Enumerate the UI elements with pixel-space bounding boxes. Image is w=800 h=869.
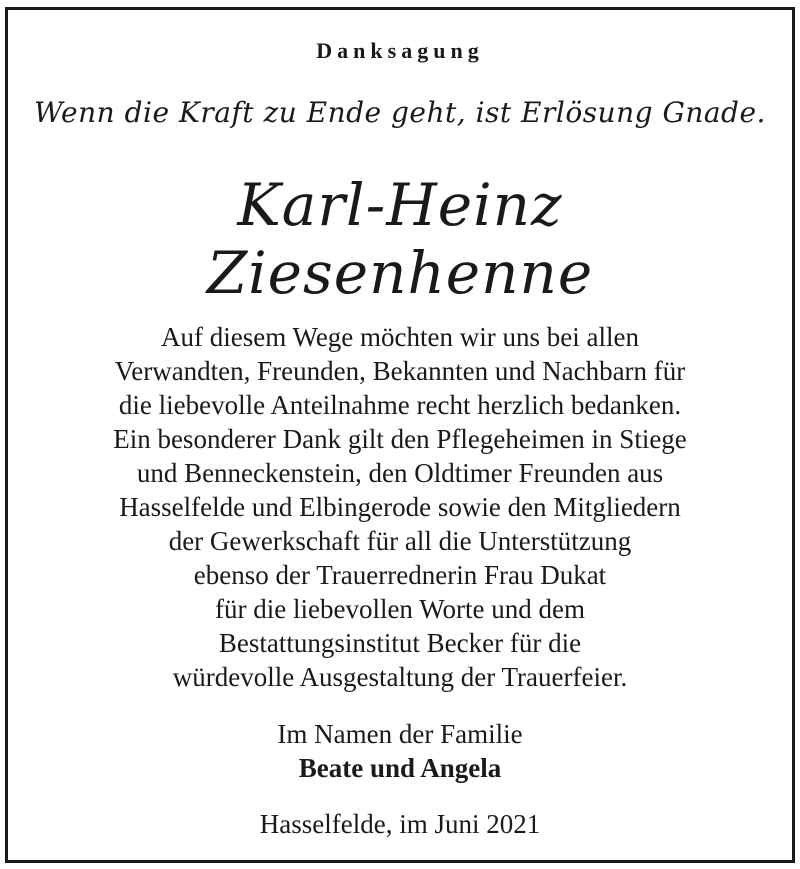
message-line: und Benneckenstein, den Oldtimer Freunden aus (136, 458, 664, 488)
motto-quote: Wenn die Kraft zu Ende geht, ist Erlösung Gnade. (34, 96, 766, 129)
deceased-last-name: Ziesenhenne (206, 239, 594, 307)
message-line: ebenso der Trauerrednerin Frau Dukat (193, 560, 607, 590)
message-line: Auf diesem Wege möchten wir uns bei allen (161, 322, 639, 352)
message-line: Ein besonderer Dank gilt den Pflegeheimen in Stiege (113, 424, 687, 454)
deceased-first-name: Karl-Heinz (237, 171, 563, 239)
message-line: würdevolle Ausgestaltung der Trauerfeier. (172, 662, 628, 692)
obituary-card (5, 7, 795, 863)
message-line: Hasselfelde und Elbingerode sowie den Mitgliedern (119, 492, 681, 522)
message-line: Verwandten, Freunden, Bekannten und Nachbarn für (114, 356, 686, 386)
place-and-date: Hasselfelde, im Juni 2021 (259, 809, 541, 839)
message-line: Bestattungsinstitut Becker für die (218, 628, 582, 658)
notice-heading: Danksagung (316, 38, 484, 63)
message-line: für die liebevollen Worte und dem (215, 594, 585, 624)
thanks-message (8, 320, 792, 694)
message-line: der Gewerkschaft für all die Unterstützung (168, 526, 632, 556)
signature-names: Beate und Angela (298, 753, 502, 783)
message-line: die liebevolle Anteilnahme recht herzlich bedanken. (118, 390, 682, 420)
signature-intro: Im Namen der Familie (277, 719, 523, 749)
